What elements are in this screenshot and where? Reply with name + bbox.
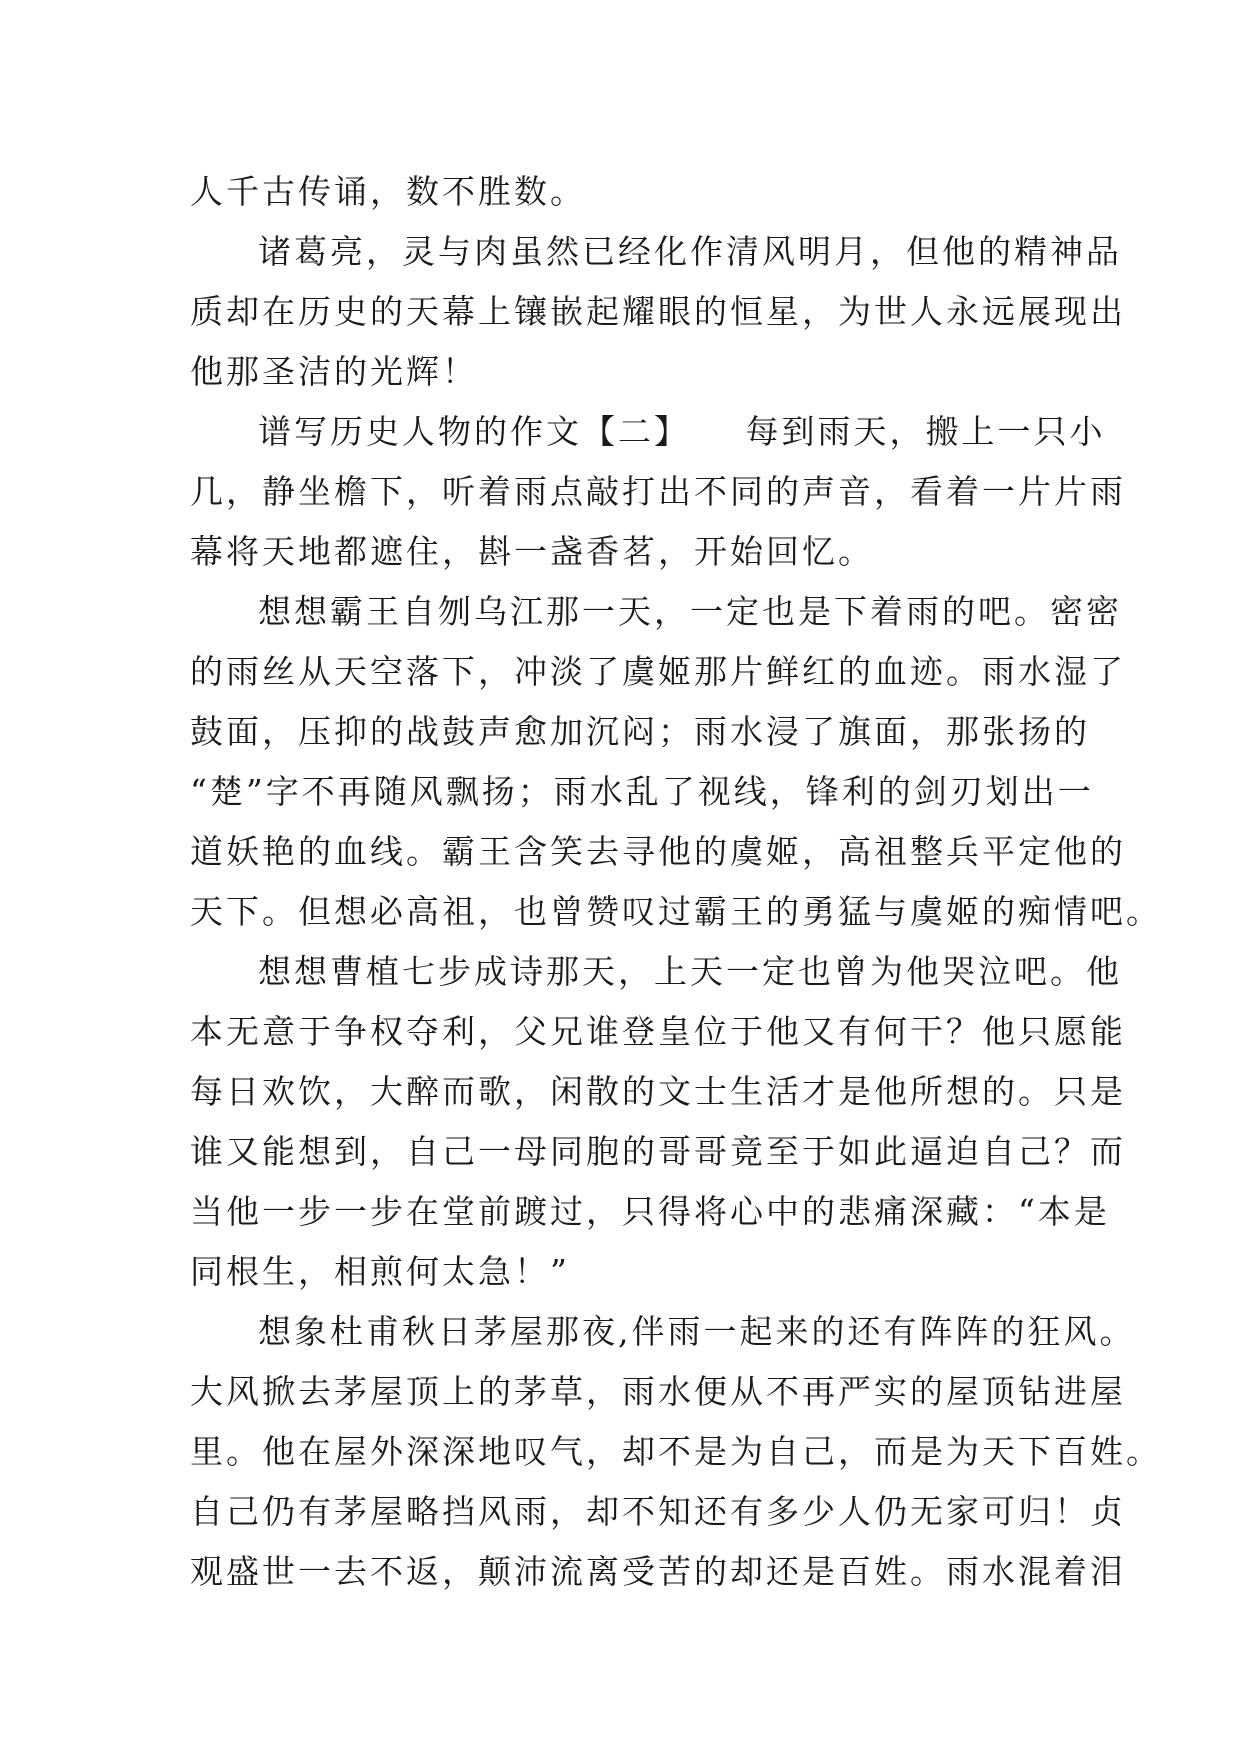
text-line: 每日欢饮，大醉而歌，闲散的文士生活才是他所想的。只是 <box>190 1072 1126 1111</box>
text-line: 的雨丝从天空落下，冲淡了虞姬那片鲜红的血迹。雨水湿了 <box>190 652 1126 691</box>
essay-body <box>190 162 1162 1602</box>
text-line: 几，静坐檐下，听着雨点敲打出不同的声音，看着一片片雨 <box>190 472 1126 511</box>
text-line: 道妖艳的血线。霸王含笑去寻他的虞姬，高祖整兵平定他的 <box>190 832 1126 871</box>
text-line: 观盛世一去不返，颠沛流离受苦的却还是百姓。雨水混着泪 <box>190 1552 1126 1591</box>
text-line: 想想霸王自刎乌江那一天，一定也是下着雨的吧。密密 <box>258 592 1122 631</box>
text-line: 想象杜甫秋日茅屋那夜,伴雨一起来的还有阵阵的狂风。 <box>258 1312 1136 1351</box>
text-line: 里。他在屋外深深地叹气，却不是为自己，而是为天下百姓。 <box>190 1432 1162 1471</box>
text-line: “楚”字不再随风飘扬；雨水乱了视线，锋利的剑刃划出一 <box>190 772 1094 811</box>
text-line: 想想曹植七步成诗那天，上天一定也曾为他哭泣吧。他 <box>258 952 1122 991</box>
text-line: 质却在历史的天幕上镶嵌起耀眼的恒星，为世人永远展现出 <box>190 292 1126 331</box>
text-line: 天下。但想必高祖，也曾赞叹过霸王的勇猛与虞姬的痴情吧。 <box>190 892 1162 931</box>
text-line: 本无意于争权夺利，父兄谁登皇位于他又有何干？他只愿能 <box>190 1012 1126 1051</box>
text-line: 谁又能想到，自己一母同胞的哥哥竟至于如此逼迫自己？而 <box>190 1132 1126 1171</box>
text-line: 谱写历史人物的作文【二】 每到雨天，搬上一只小 <box>258 412 1106 451</box>
text-line: 当他一步一步在堂前踱过，只得将心中的悲痛深藏：“本是 <box>190 1192 1110 1231</box>
text-line: 人千古传诵，数不胜数。 <box>190 172 586 211</box>
text-line: 大风掀去茅屋顶上的茅草，雨水便从不再严实的屋顶钻进屋 <box>190 1372 1126 1411</box>
text-line: 自己仍有茅屋略挡风雨，却不知还有多少人仍无家可归！贞 <box>190 1492 1126 1531</box>
text-line: 鼓面，压抑的战鼓声愈加沉闷；雨水浸了旗面，那张扬的 <box>190 712 1090 751</box>
text-line: 幕将天地都遮住，斟一盏香茗，开始回忆。 <box>190 532 874 571</box>
text-line: 诸葛亮，灵与肉虽然已经化作清风明月，但他的精神品 <box>258 232 1122 271</box>
text-line: 他那圣洁的光辉！ <box>190 352 478 391</box>
text-line: 同根生，相煎何太急！” <box>190 1252 570 1291</box>
